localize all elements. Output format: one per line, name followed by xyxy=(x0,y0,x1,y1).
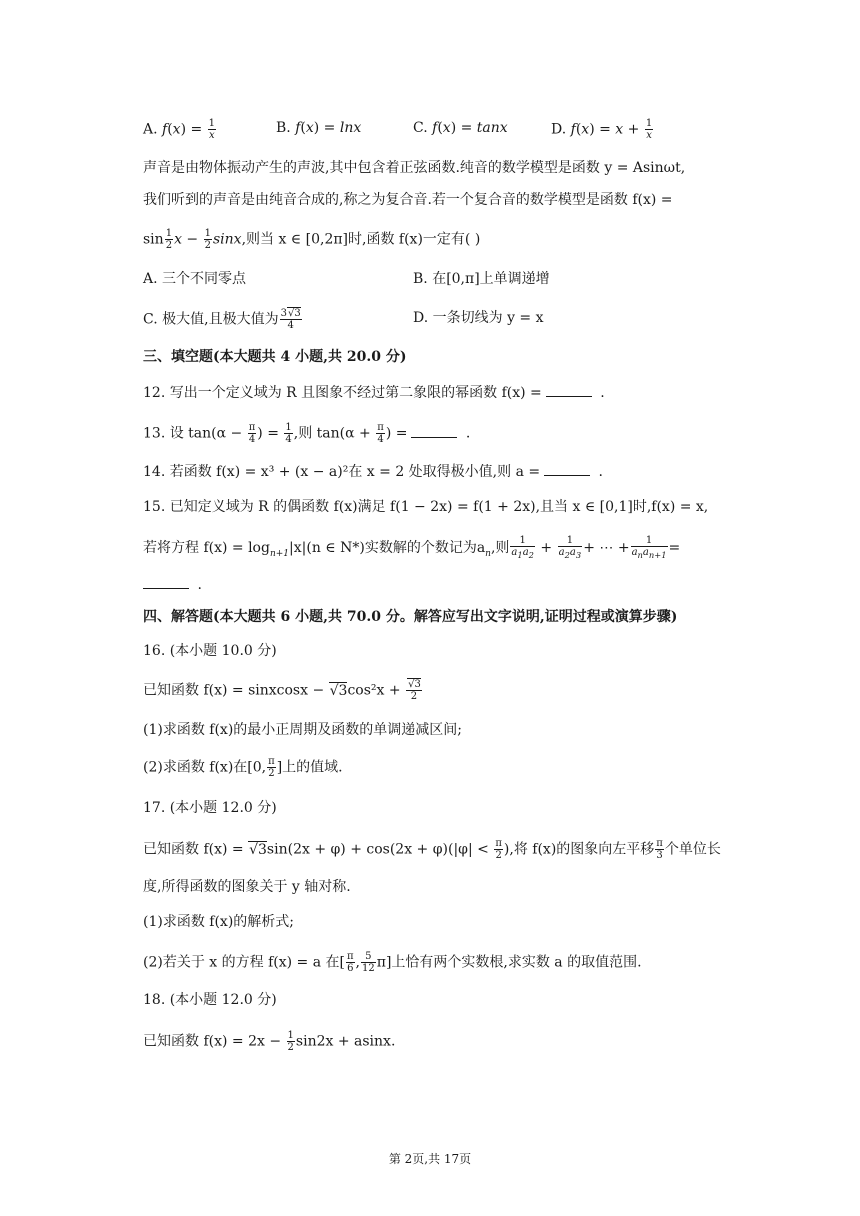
q16-given: 已知函数 f(x) = sinxcosx − √3cos²x + $\frac{√3}{2}$ xyxy=(143,679,421,702)
q17-part-2: (2)若关于 x 的方程 f(x) = a 在[ $\frac{\pi}{6}$ , $\frac{5}{12}$ π]上恰有两个实数根,求实数 a 的取值范围. xyxy=(143,951,642,974)
q11-option-a: A. 三个不同零点 xyxy=(143,271,247,287)
q15-line-3: . xyxy=(143,574,202,595)
q15-line-2: 若将方程 $f(x) = \log_{n+1}|x|(n$ ∈ N*)实数解的个数记为$a_n$,则 $\frac{1}{a_1a_2}$ + $\frac{1}{a_2a_3}$ + ⋯ + $\frac{1}{a_na_{n+1}}$ = xyxy=(143,535,681,560)
q17-heading: 17. (本小题 12.0 分) xyxy=(143,800,277,816)
q17-part-1: (1)求函数 f(x)的解析式; xyxy=(143,914,294,930)
q16-heading: 16. (本小题 10.0 分) xyxy=(143,643,277,659)
q11-line-1: 声音是由物体振动产生的声波,其中包含着正弦函数.纯音的数学模型是函数 y = Asinωt, xyxy=(143,160,686,176)
q16-part-2: (2)求函数 f(x)在[0, $\frac{\pi}{2}$ ]上的值域. xyxy=(143,756,343,779)
q15-line-1: 15. 已知定义域为 R 的偶函数 f(x)满足 f(1 − 2x) = f(1 + 2x),且当 x ∈ [0,1]时,f(x) = x, xyxy=(143,499,709,515)
q12: 12. 写出一个定义域为 R 且图象不经过第二象限的幂函数 f(x) = . xyxy=(143,382,605,403)
section-4-heading: 四、解答题(本大题共 6 小题,共 70.0 分。解答应写出文字说明,证明过程或演算步骤) xyxy=(143,609,678,625)
q17-given: 已知函数 f(x) = √3sin(2x + φ) + cos(2x + φ)(|φ| < $\frac{\pi}{2}$ ),将 f(x)的图象向左平移 $\frac{\pi}{3}$ 个单位长 xyxy=(143,838,721,861)
q10-option-a: A. f(x) = $\frac{1}{x}$ xyxy=(143,118,216,141)
q11-option-d: D. 一条切线为 y = x xyxy=(413,310,544,326)
q15-answer-blank xyxy=(143,574,189,589)
q13-answer-blank xyxy=(411,423,457,438)
section-3-heading: 三、填空题(本大题共 4 小题,共 20.0 分) xyxy=(143,349,407,365)
q13: 13. 设 tan(α − $\frac{\pi}{4}$ ) = $\frac{1}{4}$ ,则 tan(α + $\frac{\pi}{4}$ ) = . xyxy=(143,422,471,445)
q11-option-b: B. 在[0,π]上单调递增 xyxy=(413,271,550,287)
q10-option-d: D. f(x) = x + $\frac{1}{x}$ xyxy=(551,118,653,141)
q14: 14. 若函数 f(x) = x³ + (x − a)²在 x = 2 处取得极小值,则 a = . xyxy=(143,461,603,482)
q11-line-2: 我们听到的声音是由纯音合成的,称之为复合音.若一个复合音的数学模型是函数 f(x) = xyxy=(143,192,673,208)
q14-answer-blank xyxy=(544,461,590,476)
q18-heading: 18. (本小题 12.0 分) xyxy=(143,992,277,1008)
q10-option-c: C. f(x) = tanx xyxy=(413,120,508,136)
q11-line-3-tail: ,则当 x ∈ [0,2π]时,函数 f(x)一定有( ) xyxy=(241,231,481,248)
q17-line-2: 度,所得函数的图象关于 y 轴对称. xyxy=(143,879,351,895)
page-footer: 第 2页,共 17页 xyxy=(388,1152,472,1166)
q16-part-1: (1)求函数 f(x)的最小正周期及函数的单调递减区间; xyxy=(143,722,462,738)
q11-option-c: C. 极大值,且极大值为 $\frac{3√3}{4}$ xyxy=(143,308,301,331)
q18-given: 已知函数 f(x) = 2x − $\frac{1}{2}$ sin2x + asinx. xyxy=(143,1030,396,1053)
q11-line-3: sin $\frac{1}{2}$ x − $\frac{1}{2}$ sinx,则当 x ∈ [0,2π]时,函数 f(x)一定有( ) xyxy=(143,228,481,251)
q10-option-b: B. f(x) = lnx xyxy=(276,120,362,136)
q12-answer-blank xyxy=(546,382,592,397)
